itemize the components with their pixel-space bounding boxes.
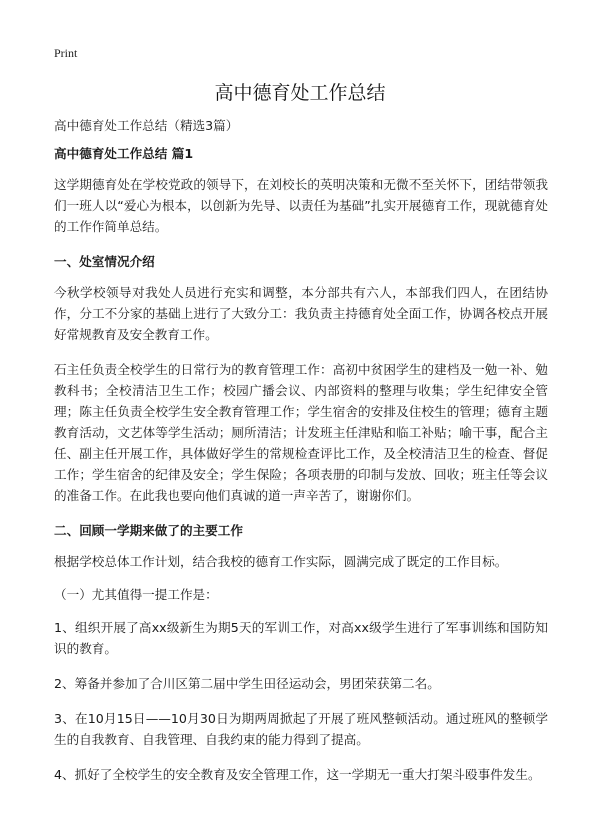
- document-body: [54, 115, 548, 799]
- section-1-paragraph-2: 石主任负责全校学生的日常行为的教育管理工作：高初中贫困学生的建档及一勉一补、勉教科书；全校清洁卫生工作；校园广播会议、内部资料的整理与收集；学生纪律安全管理；陈主任负责全校学生安全教育管理工作；学生宿舍的安排及住校生的管理；德育主题教育活动，文艺体等学生活动；厕所清洁；计发班主任津贴和临工补贴；喻干事，配合主任、副主任开展工作，具体做好学生的常规检查评比工作，及全校清洁卫生的检查、督促工作；学生宿舍的纪律及安全；学生保险；各项表册的印制与发放、回收；班主任等会议的准备工作。在此我也要向他们真诚的道一声辛苦了，谢谢你们。: [54, 362, 548, 503]
- document-subtitle: 高中德育处工作总结（精选3篇）: [54, 118, 239, 133]
- section-1-paragraph-1: 今秋学校领导对我处人员进行充实和调整，本分部共有六人，本部我们四人，在团结协作，分工不分家的基础上进行了大致分工：我负责主持德育处全面工作，协调各校点开展好常规教育及安全教育工作。: [54, 285, 548, 342]
- list-item: 1、组织开展了高xx级新生为期5天的军训工作，对高xx级学生进行了军事训练和国防知识的教育。: [54, 620, 548, 656]
- list-item: 2、筹备并参加了合川区第二届中学生田径运动会，男团荣获第二名。: [54, 676, 440, 691]
- section-2-paragraph-1: 根据学校总体工作计划，结合我校的德育工作实际，圆满完成了既定的工作目标。: [54, 554, 508, 569]
- section-2-heading: 二、回顾一学期来做了的主要工作: [54, 523, 243, 538]
- article-heading: 高中德育处工作总结 篇1: [54, 146, 194, 161]
- list-item: 3、在10月15日——10月30日为期两周掀起了开展了班风整顿活动。通过班风的整顿学生的自我教育、自我管理、自我约束的能力得到了提高。: [54, 711, 548, 747]
- intro-paragraph: 这学期德育处在学校党政的领导下，在刘校长的英明决策和无微不至关怀下，团结带领我们一班人以“爱心为根本，以创新为先导、以责任为基础”扎实开展德育工作，现就德育处的工作作简单总结。: [54, 177, 548, 234]
- list-item: 4、抓好了全校学生的安全教育及安全管理工作，这一学期无一重大打架斗殴事件发生。: [54, 767, 541, 782]
- print-label: Print: [54, 46, 78, 60]
- section-1-heading: 一、处室情况介绍: [54, 254, 155, 269]
- section-2-subheading: （一）尤其值得一提工作是：: [54, 587, 218, 602]
- page-title: 高中德育处工作总结: [214, 82, 386, 104]
